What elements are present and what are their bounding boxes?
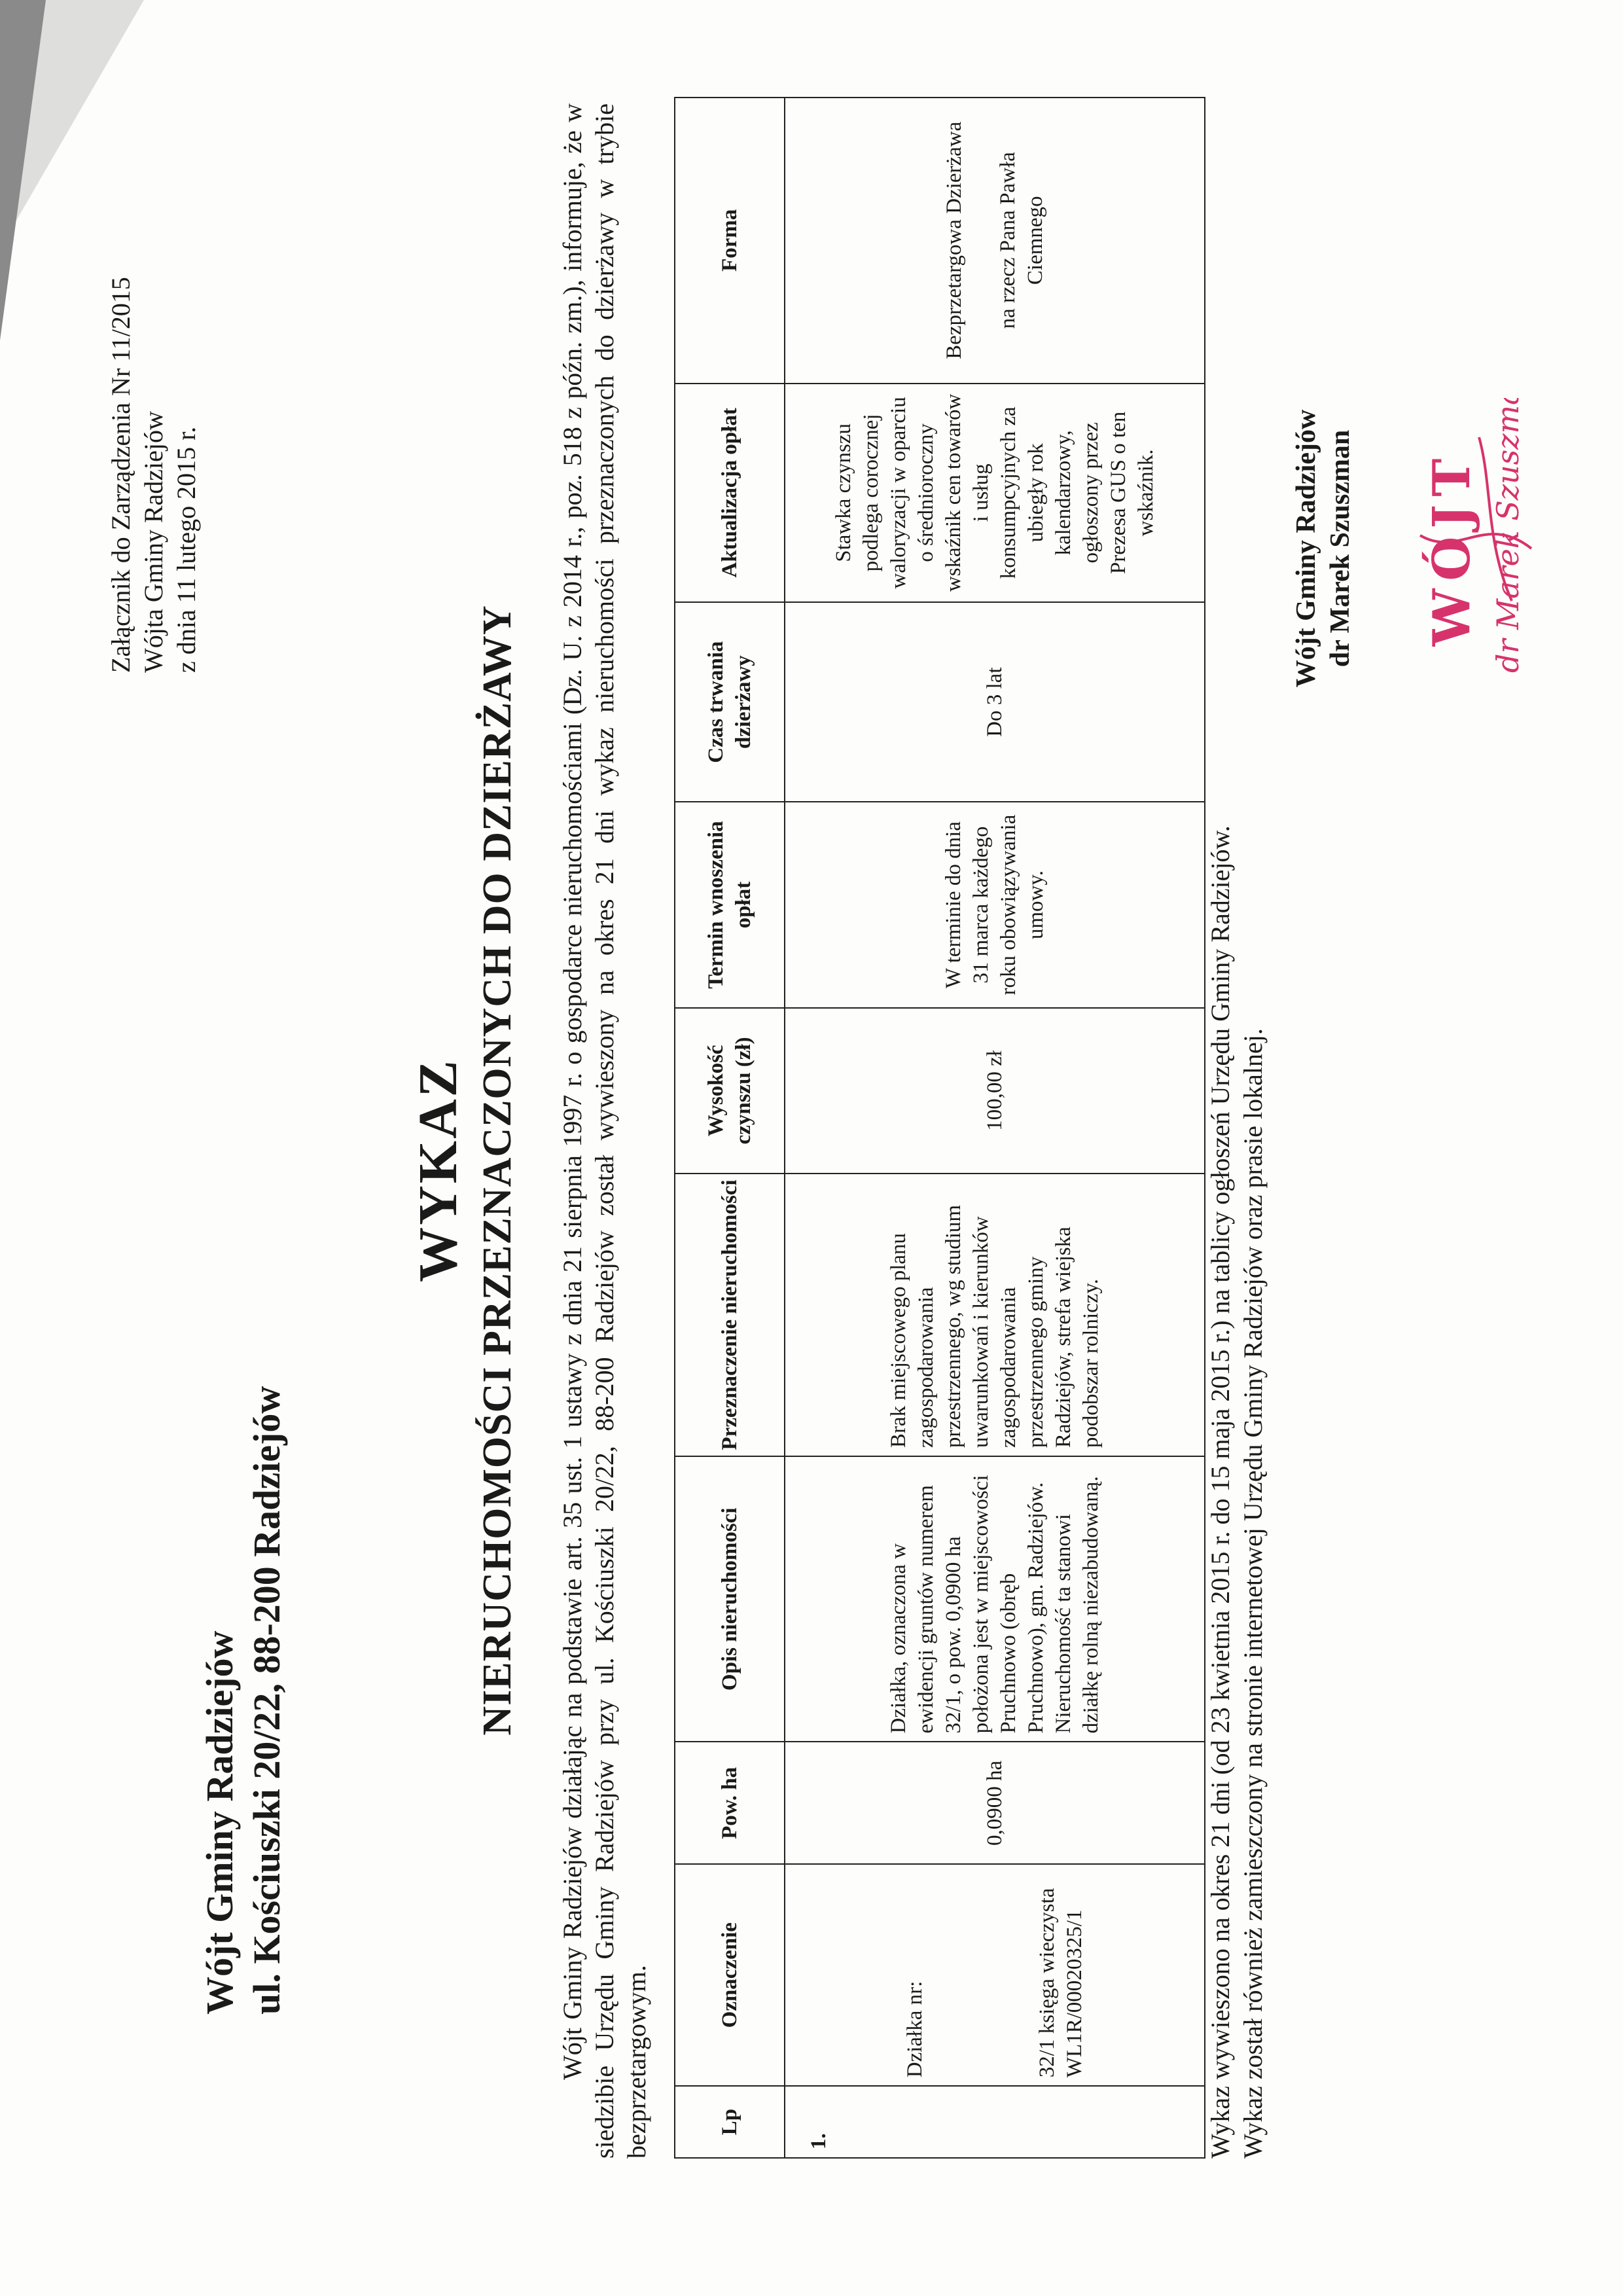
forma-line-1: Bezprzetargowa Dzierżawa bbox=[942, 121, 966, 359]
attachment-line-1: Załącznik do Zarządzenia Nr 11/2015 bbox=[106, 277, 135, 673]
intro-text: Wójt Gminy Radziejów działając na podstawie art. 35 ust. 1 ustawy z dnia 21 sierpnia 1997 r. o gospodarce nieruchomościami (Dz. U. z 2014 r., poz. 518 z późn. zm.), informuje, że w siedzibie Urzędu Gminy Radziejów przy ul. Kościuszki 20/22, 88-200 Radziejów został wywieszony na okres 21 dni wykaz nieruchomości przeznaczonych do dzierżawy w trybie bezprzetargowym. bbox=[558, 103, 651, 2159]
cell-forma bbox=[785, 98, 1205, 384]
header-aktualizacja: Aktualizacja opłat bbox=[675, 384, 785, 603]
stamp-graphic bbox=[1407, 398, 1538, 699]
cell-przeznaczenie: Brak miejscowego planu zagospodarowania przestrzennego, wg studium uwarunkowań i kierunków zagospodarowania przestrzennego gminy Radziejów, strefa wiejska podobszar rolniczy. bbox=[785, 1174, 1205, 1456]
oznaczenie-label: Działka nr: bbox=[903, 1981, 927, 2078]
posting-line-2: Wykaz został również zamieszczony na stronie internetowej Urzędu Gminy Radziejów oraz prasie lokalnej. bbox=[1238, 1028, 1268, 2159]
header-przeznaczenie: Przeznaczenie nieruchomości bbox=[675, 1174, 785, 1456]
title-main: WYKAZ bbox=[408, 1058, 469, 1282]
signature-stamp bbox=[1407, 398, 1538, 699]
cell-aktualizacja: Stawka czynszu podlega corocznej waloryzacji w oparciu o średnioroczny wskaźnik cen towarów i usług konsumpcyjnych za ubiegły rok kalendarzowy, ogłoszony przez Prezesa GUS o ten wskaźnik. bbox=[785, 384, 1205, 603]
signature-title: Wójt Gminy Radziejów bbox=[1291, 409, 1321, 688]
title-sub: NIERUCHOMOŚCI PRZEZNACZONYCH DO DZIERŻAWY bbox=[475, 605, 520, 1736]
header-termin: Termin wnoszenia opłat bbox=[675, 802, 785, 1008]
header-lp: Lp bbox=[675, 2086, 785, 2158]
attachment-line-3: z dnia 11 lutego 2015 r. bbox=[171, 426, 201, 673]
cell-opis: Działka, oznaczona w ewidencji gruntów numerem 32/1, o pow. 0,0900 ha położona jest w miejscowości Pruchnowo (obręb Pruchnowo), gm. Radziejów. Nieruchomość ta stanowi działkę rolną niezabudowaną. bbox=[785, 1456, 1205, 1742]
issuer-name: Wójt Gminy Radziejów bbox=[198, 1630, 241, 2015]
header-opis: Opis nieruchomości bbox=[675, 1456, 785, 1742]
cell-oznaczenie bbox=[785, 1864, 1205, 2086]
header-forma: Forma bbox=[675, 98, 785, 384]
cell-termin: W terminie do dnia 31 marca każdego roku obowiązywania umowy. bbox=[785, 802, 1205, 1008]
posting-note bbox=[1204, 130, 1270, 2159]
stamp-word: WÓJT bbox=[1422, 450, 1482, 647]
cell-pow: 0,0900 ha bbox=[785, 1742, 1205, 1865]
table-header-row bbox=[675, 98, 785, 2158]
posting-line-1: Wykaz wywieszono na okres 21 dni (od 23 kwietnia 2015 r. do 15 maja 2015 r.) na tablicy ogłoszeń Urzędu Gminy Radziejów. bbox=[1205, 825, 1235, 2159]
header-pow: Pow. ha bbox=[675, 1742, 785, 1865]
cell-wysokosc: 100,00 zł bbox=[785, 1008, 1205, 1174]
attachment-line-2: Wójta Gminy Radziejów bbox=[139, 411, 168, 673]
header-czas: Czas trwania dzierżawy bbox=[675, 602, 785, 802]
header-oznaczenie: Oznaczenie bbox=[675, 1864, 785, 2086]
attachment-note bbox=[105, 84, 203, 673]
issuer-address: ul. Kościuszki 20/22, 88-200 Radziejów bbox=[245, 1386, 288, 2015]
forma-line-2: na rzecz Pana Pawła Ciemnego bbox=[996, 152, 1047, 329]
signature-block bbox=[1289, 385, 1357, 712]
header-wysokosc: Wysokość czynszu (zł) bbox=[675, 1008, 785, 1174]
cell-lp: 1. bbox=[785, 2086, 1205, 2158]
issuer-header bbox=[196, 967, 291, 2015]
document-title bbox=[406, 385, 524, 1956]
signature-name: dr Marek Szuszman bbox=[1325, 429, 1355, 668]
table-row bbox=[785, 98, 1205, 2158]
oznaczenie-value: 32/1 księga wieczysta WL1R/00020325/1 bbox=[1035, 1888, 1086, 2078]
stamp-handwriting: dr Marek Szuszman bbox=[1490, 398, 1525, 673]
intro-paragraph bbox=[556, 103, 652, 2159]
property-table bbox=[674, 97, 1205, 2159]
cell-czas: Do 3 lat bbox=[785, 602, 1205, 802]
